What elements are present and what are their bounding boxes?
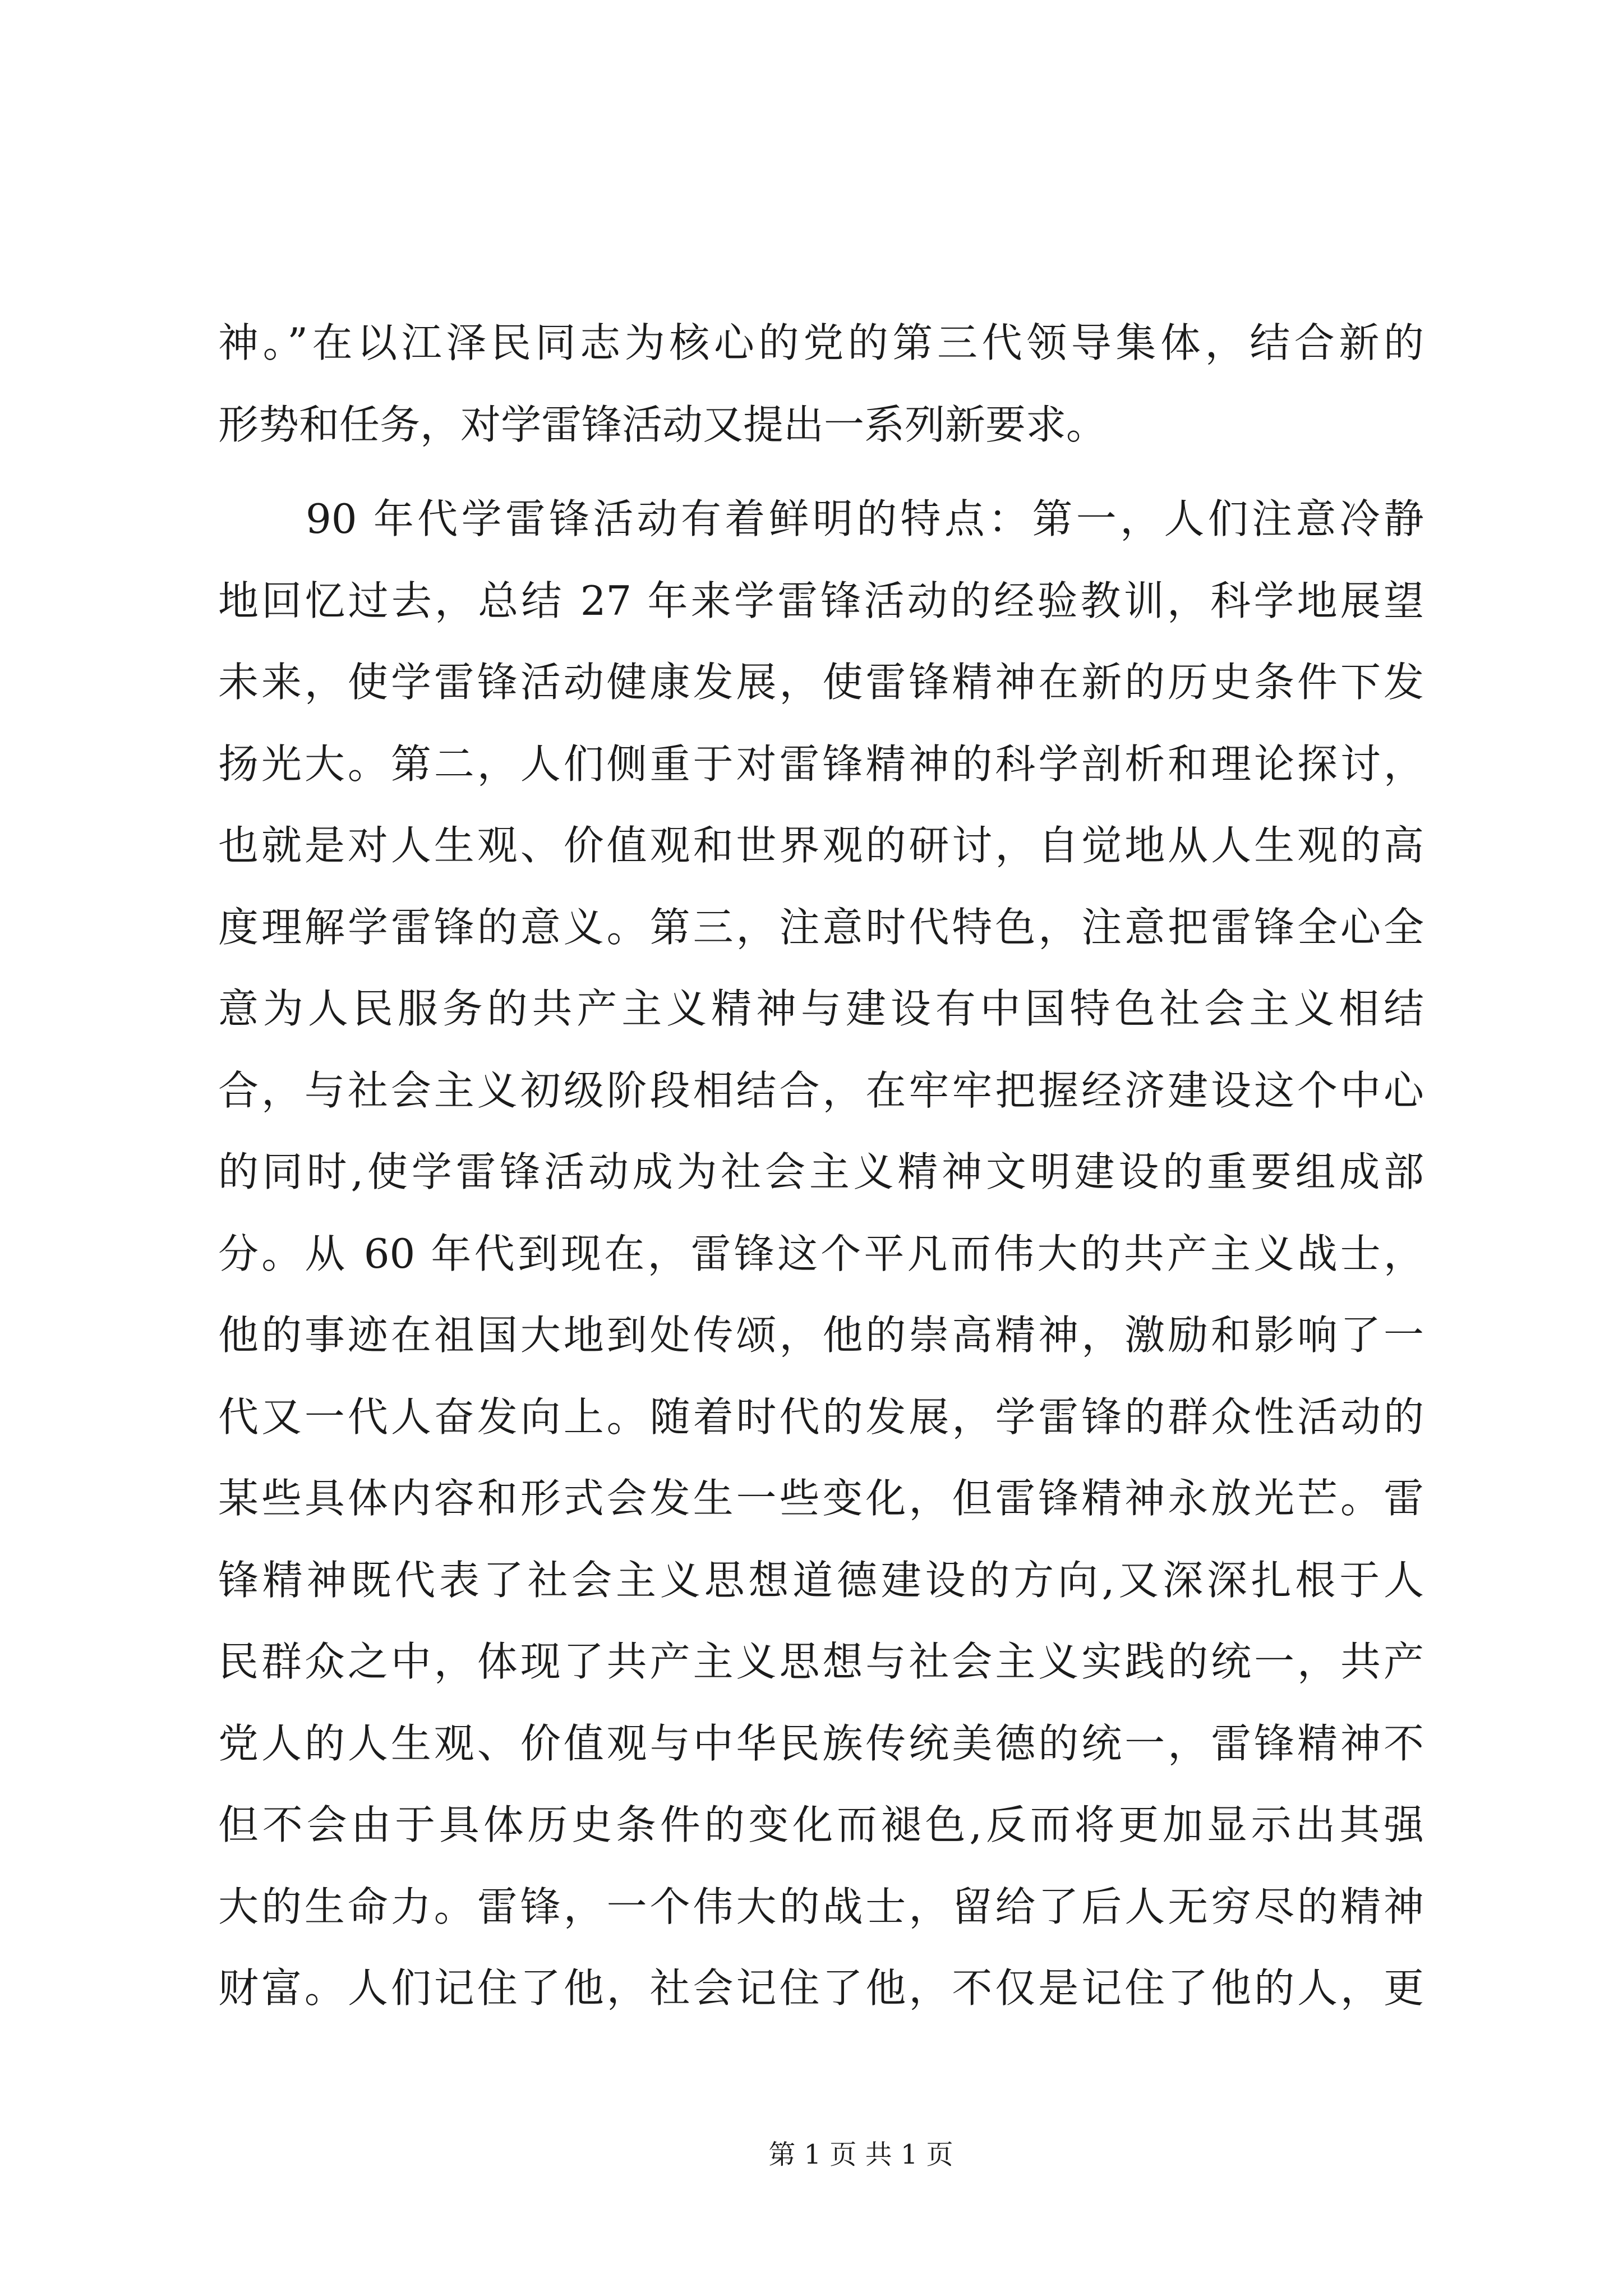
text-line: 合，与社会主义初级阶段相结合，在牢牢把握经济建设这个中心 (218, 1066, 1424, 1114)
text-line: 90 年代学雷锋活动有着鲜明的特点：第一，人们注意冷静 (306, 495, 1424, 542)
text-line: 地回忆过去，总结 27 年来学雷锋活动的经验教训，科学地展望 (218, 577, 1424, 624)
text-line: 锋精神既代表了社会主义思想道德建设的方向,又深深扎根于人 (218, 1556, 1424, 1604)
text-line: 财富。人们记住了他，社会记住了他，不仅是记住了他的人，更 (218, 1964, 1424, 2012)
text-line: 未来，使学雷锋活动健康发展，使雷锋精神在新的历史条件下发 (218, 659, 1424, 706)
text-line: 某些具体内容和形式会发生一些变化，但雷锋精神永放光芒。雷 (218, 1475, 1424, 1522)
text-line: 但不会由于具体历史条件的变化而褪色,反而将更加显示出其强 (218, 1801, 1424, 1848)
text-line: 度理解学雷锋的意义。第三，注意时代特色，注意把雷锋全心全 (218, 903, 1424, 951)
text-line: 党人的人生观、价值观与中华民族传统美德的统一，雷锋精神不 (218, 1719, 1424, 1767)
text-line: 代又一代人奋发向上。随着时代的发展，学雷锋的群众性活动的 (218, 1393, 1424, 1441)
text-line: 的同时,使学雷锋活动成为社会主义精神文明建设的重要组成部 (218, 1148, 1424, 1195)
body-text (218, 302, 1424, 2030)
text-line: 他的事迹在祖国大地到处传颂，他的崇高精神，激励和影响了一 (218, 1312, 1424, 1359)
text-line: 民群众之中，体现了共产主义思想与社会主义实践的统一，共产 (218, 1638, 1424, 1685)
paragraph (218, 478, 1424, 2030)
text-line: 扬光大。第二，人们侧重于对雷锋精神的科学剖析和理论探讨， (218, 740, 1424, 788)
paragraph (218, 302, 1424, 466)
page-number-label: 第 1 页 共 1 页 (768, 2139, 953, 2170)
text-line: 也就是对人生观、价值观和世界观的研讨，自觉地从人生观的高 (218, 822, 1424, 869)
text-line: 大的生命力。雷锋，一个伟大的战士，留给了后人无穷尽的精神 (218, 1883, 1424, 1930)
text-line: 形势和任务，对学雷锋活动又提出一系列新要求。 (218, 401, 1107, 448)
text-line: 意为人民服务的共产主义精神与建设有中国特色社会主义相结 (218, 985, 1424, 1032)
text-line: 分。从 60 年代到现在，雷锋这个平凡而伟大的共产主义战士， (218, 1230, 1424, 1277)
text-line: 神。”在以江泽民同志为核心的党的第三代领导集体，结合新的 (218, 319, 1424, 366)
page-footer (699, 2138, 1022, 2171)
